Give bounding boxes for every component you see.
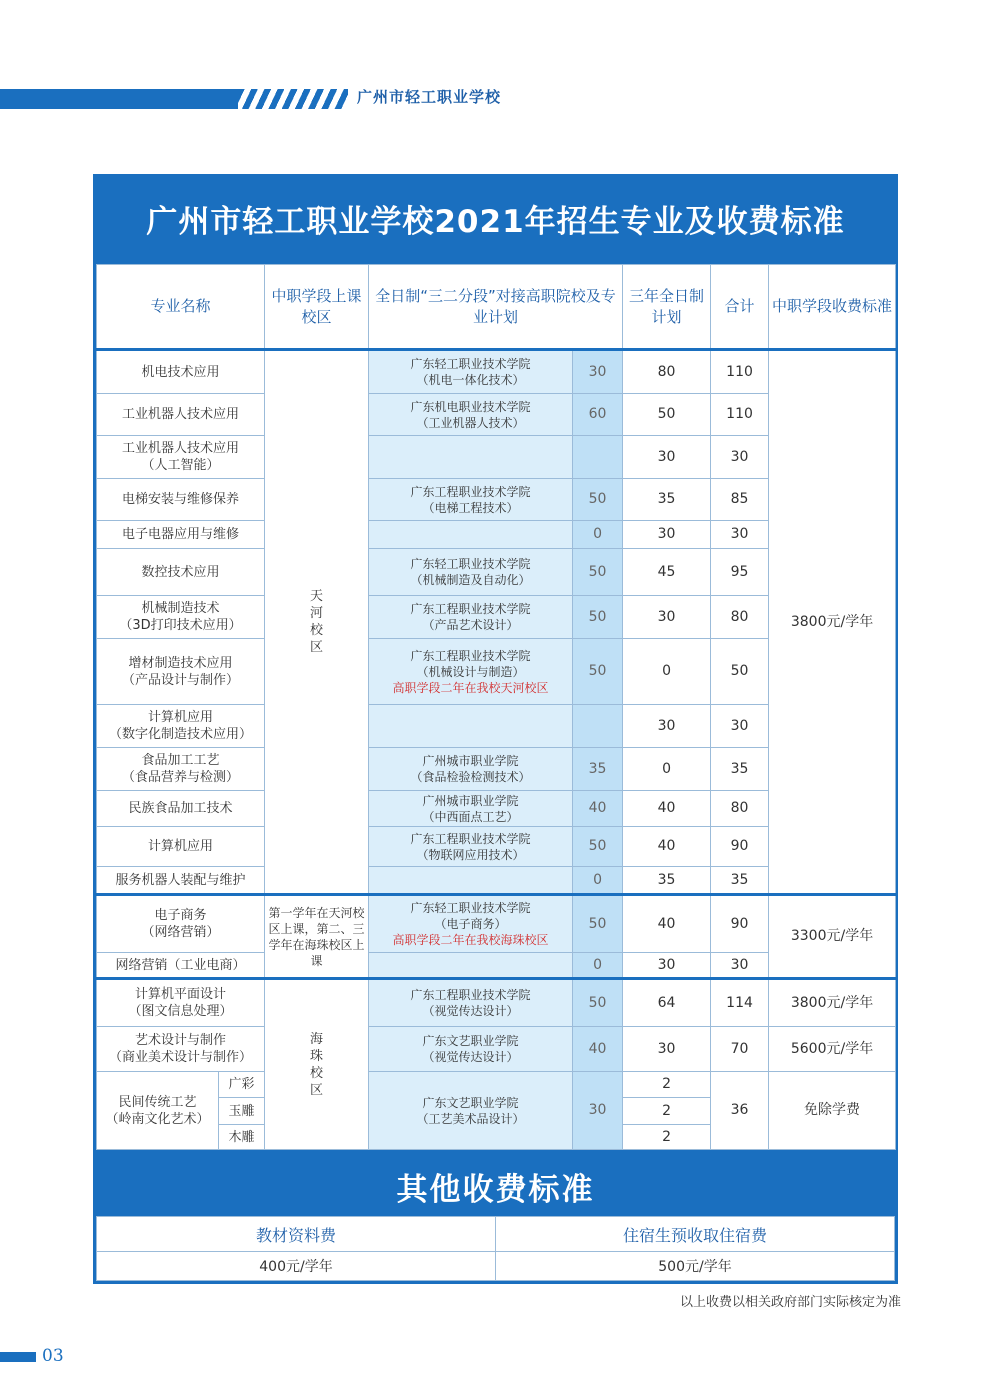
enrollment-table [96,264,896,1150]
major-name: 电子商务 （网络营销） [97,895,265,953]
col-fee-header: 中职学段收费标准 [769,265,896,350]
three-year-plan: 0 [623,639,711,705]
fee-ecommerce: 3300元/学年 [769,895,896,979]
three-year-plan: 30 [623,521,711,549]
major-name: 食品加工工艺 （食品营养与检测） [97,748,265,791]
college-plan: 广东文艺职业学院 （工艺美术品设计） [369,1072,573,1150]
total-plan: 85 [711,479,769,521]
major-name: 增材制造技术应用 （产品设计与制作） [97,639,265,705]
college-quota: 40 [573,791,623,827]
college-plan: 广东工程职业技术学院 （机械设计与制造） 高职学段二年在我校天河校区 [369,639,573,705]
college-plan: 广州城市职业学院 （食品检验检测技术） [369,748,573,791]
fee-graphic-design: 3800元/学年 [769,979,896,1027]
fee-art-design: 5600元/学年 [769,1027,896,1072]
three-year-plan: 64 [623,979,711,1027]
three-year-plan: 2 [623,1125,711,1150]
three-year-plan: 45 [623,549,711,596]
major-name: 电子电器应用与维修 [97,521,265,549]
college-plan: 广东工程职业技术学院 （视觉传达设计） [369,979,573,1027]
total-plan: 36 [711,1072,769,1150]
three-year-plan: 30 [623,596,711,639]
total-plan: 30 [711,705,769,748]
college-quota: 0 [573,867,623,895]
three-year-plan: 30 [623,705,711,748]
footnote: 以上收费以相关政府部门实际核定为准 [679,1295,901,1310]
three-year-plan: 35 [623,479,711,521]
college-quota: 50 [573,549,623,596]
total-plan: 30 [711,436,769,479]
total-plan: 35 [711,748,769,791]
total-plan: 95 [711,549,769,596]
major-name: 计算机应用 （数字化制造技术应用） [97,705,265,748]
total-plan: 90 [711,827,769,867]
three-year-plan: 40 [623,791,711,827]
college-plan: 广东机电职业技术学院 （工业机器人技术） [369,394,573,436]
college-plan [369,436,573,479]
college-quota: 50 [573,639,623,705]
dorm-fee-value: 500元/学年 [496,1252,895,1281]
campus-haizhu: 海珠校区 [265,979,369,1150]
total-plan: 114 [711,979,769,1027]
total-plan: 70 [711,1027,769,1072]
total-plan: 110 [711,394,769,436]
campus-split: 第一学年在天河校区上课，第二、三学年在海珠校区上课 [265,895,369,979]
three-year-plan: 2 [623,1098,711,1125]
college-quota: 35 [573,748,623,791]
major-name: 工业机器人技术应用 （人工智能） [97,436,265,479]
three-year-plan: 2 [623,1072,711,1098]
table-row [97,979,896,1027]
sub-major: 广彩 [219,1072,265,1098]
three-year-plan: 40 [623,827,711,867]
college-plan: 广州城市职业学院 （中西面点工艺） [369,791,573,827]
major-name: 电梯安装与维修保养 [97,479,265,521]
total-plan: 30 [711,953,769,979]
textbook-fee-label: 教材资料费 [97,1217,496,1252]
college-quota [573,705,623,748]
page-number-bar [0,1352,36,1362]
table-row [97,895,896,953]
college-quota: 60 [573,394,623,436]
three-year-plan: 40 [623,895,711,953]
col-total-header: 合计 [711,265,769,350]
page-title: 广州市轻工职业学校2021年招生专业及收费标准 [146,203,845,240]
college-plan: 广东轻工职业技术学院 （机电一体化技术） [369,350,573,394]
three-year-plan: 35 [623,867,711,895]
college-quota: 30 [573,1072,623,1150]
college-quota: 50 [573,895,623,953]
sub-major: 木雕 [219,1125,265,1150]
col-college-header: 全日制“三二分段”对接高职院校及专业计划 [369,265,623,350]
table-row [97,1072,896,1098]
college-plan [369,867,573,895]
college-quota: 0 [573,521,623,549]
table-row [97,1027,896,1072]
fee-tianhe: 3800元/学年 [769,350,896,895]
total-plan: 50 [711,639,769,705]
header-school-name: 广州市轻工职业学校 [357,88,502,106]
college-quota: 50 [573,979,623,1027]
college-plan: 广东文艺职业学院 （视觉传达设计） [369,1027,573,1072]
major-name: 机电技术应用 [97,350,265,394]
other-fees-title: 其他收费标准 [396,1171,595,1208]
three-year-plan: 30 [623,436,711,479]
total-plan: 110 [711,350,769,394]
three-year-plan: 0 [623,748,711,791]
total-plan: 80 [711,596,769,639]
three-year-plan: 30 [623,1027,711,1072]
college-note: 高职学段二年在我校海珠校区 [392,933,549,947]
major-name: 民族食品加工技术 [97,791,265,827]
college-quota [573,436,623,479]
three-year-plan: 50 [623,394,711,436]
fee-folk: 免除学费 [769,1072,896,1150]
college-plan: 广东轻工职业技术学院 （机械制造及自动化） [369,549,573,596]
college-plan [369,953,573,979]
major-name: 服务机器人装配与维护 [97,867,265,895]
total-plan: 30 [711,521,769,549]
major-name: 数控技术应用 [97,549,265,596]
table-header-row [97,265,896,350]
college-note: 高职学段二年在我校天河校区 [392,680,549,695]
col-three-year-header: 三年全日制计划 [623,265,711,350]
total-plan: 90 [711,895,769,953]
three-year-plan: 80 [623,350,711,394]
dorm-fee-label: 住宿生预收取住宿费 [496,1217,895,1252]
major-name: 工业机器人技术应用 [97,394,265,436]
college-quota: 50 [573,827,623,867]
major-name: 计算机应用 [97,827,265,867]
major-name: 民间传统工艺 （岭南文化艺术） [97,1072,219,1150]
sub-major: 玉雕 [219,1098,265,1125]
college-quota: 50 [573,596,623,639]
college-plan [369,705,573,748]
textbook-fee-value: 400元/学年 [97,1252,496,1281]
college-quota: 0 [573,953,623,979]
three-year-plan: 30 [623,953,711,979]
col-major-header: 专业名称 [97,265,265,350]
table-row [97,350,896,394]
college-plan: 广东轻工职业技术学院 （电子商务） 高职学段二年在我校海珠校区 [369,895,573,953]
total-plan: 35 [711,867,769,895]
major-name: 网络营销（工业电商） [97,953,265,979]
college-quota: 40 [573,1027,623,1072]
college-plan: 广东工程职业技术学院 （物联网应用技术） [369,827,573,867]
header-bar [0,89,238,109]
page-number: 03 [42,1346,64,1366]
college-quota: 50 [573,479,623,521]
other-fees-table [96,1216,895,1281]
college-plan [369,521,573,549]
college-quota: 30 [573,350,623,394]
campus-tianhe: 天河校区 [265,350,369,895]
col-campus-header: 中职学段上课校区 [265,265,369,350]
total-plan: 80 [711,791,769,827]
header-stripes [238,89,348,109]
major-name: 计算机平面设计 （图文信息处理） [97,979,265,1027]
college-plan: 广东工程职业技术学院 （电梯工程技术） [369,479,573,521]
college-plan: 广东工程职业技术学院 （产品艺术设计） [369,596,573,639]
major-name: 艺术设计与制作 （商业美术设计与制作） [97,1027,265,1072]
major-name: 机械制造技术 （3D打印技术应用） [97,596,265,639]
